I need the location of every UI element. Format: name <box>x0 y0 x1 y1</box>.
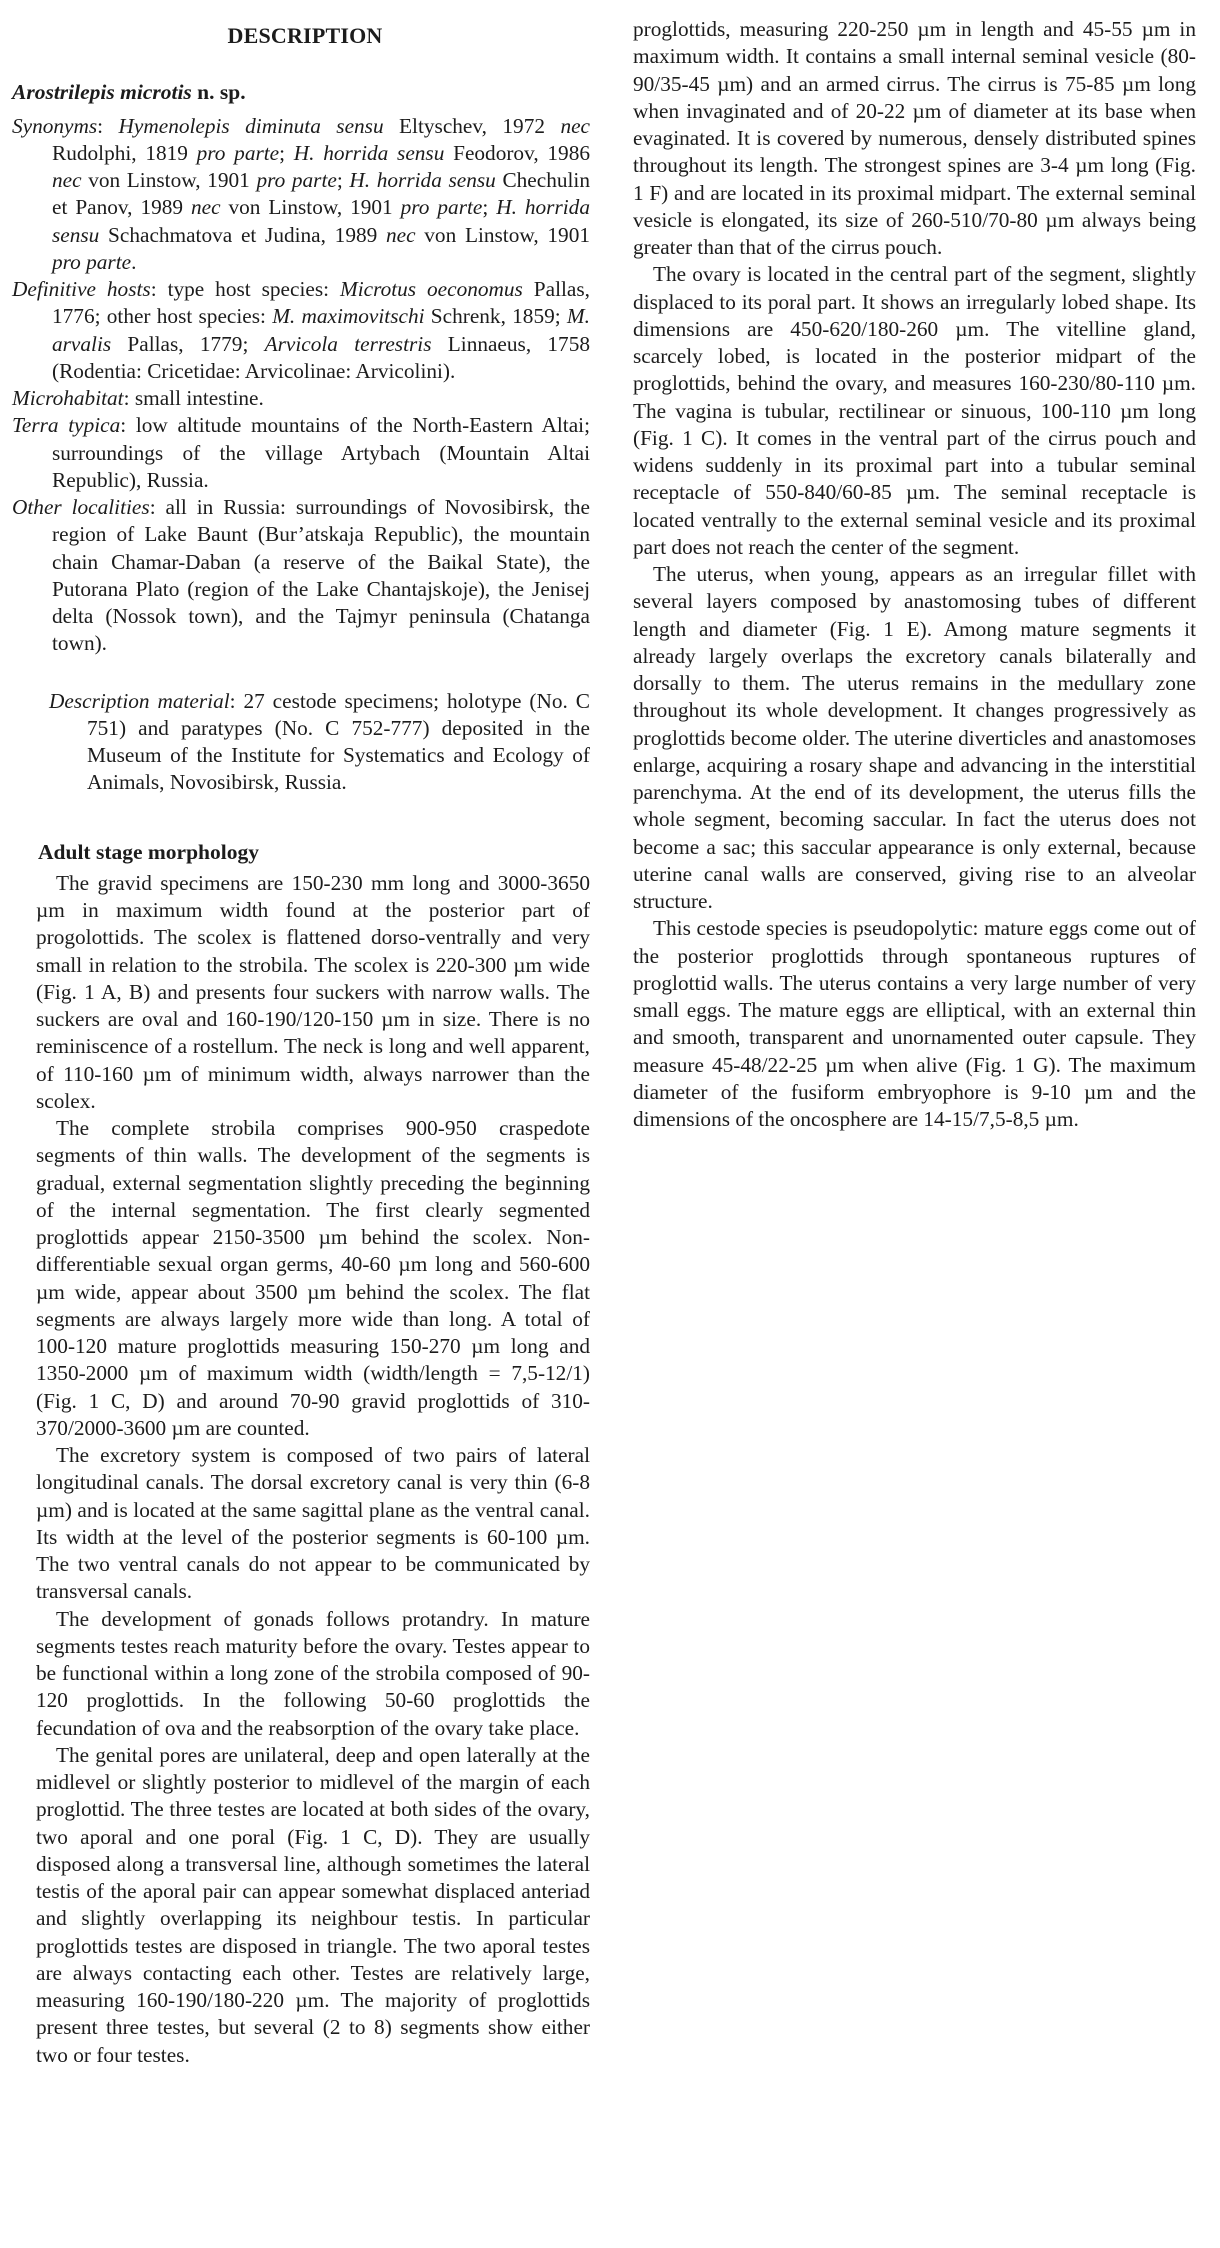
paragraph-cirrus-continuation: proglottids, measuring 220-250 µm in length and 45-55 µm in maximum width. It contains a small internal seminal vesicle (80-90/35-45 µm) and an armed cirrus. The cirrus is 75-85 µm long when invaginated and of 20-22 µm of diameter at its base when evaginated. It is covered by numerous, densely distributed spines throughout its length. The strongest spines are 3-4 µm long (Fig. 1 F) and are located in its proximal midpart. The external seminal vesicle is elongated, its size of 260-510/70-80 µm always being greater than that of the cirrus pouch. <box>633 17 1196 259</box>
paragraph-general-morphology: The gravid specimens are 150-230 mm long and 3000-3650 µm in maximum width found at the posterior part of progolottids. The scolex is flattened dorso-ventrally and very small in relation to the strobila. The scolex is 220-300 µm wide (Fig. 1 A, B) and presents four suckers with narrow walls. The suckers are oval and 160-190/120-150 µm in size. There is no reminiscence of a rostellum. The neck is long and well apparent, of 110-160 µm of minimum width, always narrower than the scolex. <box>36 870 590 1113</box>
paragraph-excretory-system: The excretory system is composed of two pairs of lateral longitudinal canals. The dorsal excretory canal is very thin (6-8 µm) and is located at the same sagittal plane as the ventral canal. Its width at the level of the posterior segments is 60-100 µm. The two ventral canals do not appear to be communicated by transversal canals. <box>36 1443 590 1604</box>
morphology-left-body <box>12 870 590 2069</box>
other-localities-text: all in Russia: surroundings of Novosibirsk, the region of Lake Baunt (Bur’atskaja Republic), the mountain chain Chamar-Daban (a reserve of the Baikal State), the Putorana Plato (region of the Lake Chantajskoje), the Jenisej delta (Nossok town), and the Tajmyr peninsula (Chatanga town). <box>52 495 591 656</box>
microhabitat-entry: Microhabitat: small intestine. <box>12 386 264 410</box>
synonyms-entry: Synonyms: Hymenolepis diminuta sensu Eltyschev, 1972 nec Rudolphi, 1819 pro parte; H. horrida sensu Feodorov, 1986 nec von Linstow, 1901 pro parte; H. horrida sensu Chechulin et Panov, 1989 nec von Linstow, 1901 pro parte; H. horrida sensu Schachmatova et Judina, 1989 nec von Linstow, 1901 pro parte. <box>12 113 591 274</box>
morphology-heading: Adult stage morphology <box>38 839 259 864</box>
definitive-hosts-label: Definitive hosts <box>12 277 151 301</box>
description-material-entry: Description material: 27 cestode specimens; holotype (No. C 751) and paratypes (No. C 752-777) deposited in the Museum of the Institute for Systematics and Ecology of Animals, Novosibirsk, Russia. <box>49 688 590 795</box>
paragraph-strobila: The complete strobila comprises 900-950 craspedote segments of thin walls. The development of the segments is gradual, external segmentation slightly preceding the beginning of the internal segmentation. The first clearly segmented proglottids appear 2150-3500 µm behind the scolex. Non-differentiable sexual organ germs, 40-60 µm long and 560-600 µm wide, appear about 3500 µm behind the scolex. The flat segments are always largely more wide than long. A total of 100-120 mature proglottids measuring 150-270 µm long and 1350-2000 µm of maximum width (width/length = 7,5-12/1) (Fig. 1 C, D) and around 70-90 gravid proglottids of 310-370/2000-3600 µm are counted. <box>36 1116 590 1440</box>
other-localities-label: Other localities <box>12 495 150 519</box>
species-suffix: n. sp. <box>191 80 246 105</box>
left-column <box>12 0 590 2069</box>
synonyms-label: Synonyms <box>12 113 98 138</box>
synonyms-text: Hymenolepis diminuta sensu Eltyschev, 1972 nec Rudolphi, 1819 pro parte; H. horrida sensu Feodorov, 1986 nec von Linstow, 1901 pro parte; H. horrida sensu Chechulin et Panov, 1989 nec von Linstow, 1901 pro parte; H. horrida sensu Schachmatova et Judina, 1989 nec von Linstow, 1901 pro parte. <box>52 113 591 274</box>
paragraph-ovary-vagina: The ovary is located in the central part of the segment, slightly displaced to its poral part. It shows an irregularly lobed shape. Its dimensions are 450-620/180-260 µm. The vitelline gland, scarcely lobed, is located in the posterior midpart of the proglottids, behind the ovary, and measures 160-230/80-110 µm. The vagina is tubular, rectilinear or sinuous, 100-110 µm long (Fig. 1 C). It comes in the ventral part of the cirrus pouch and widens suddenly in its proximal part into a tubular seminal receptacle of 550-840/60-85 µm. The seminal receptacle is located ventrally to the external seminal vesicle and its proximal part does not reach the center of the segment. <box>633 262 1196 559</box>
microhabitat-label: Microhabitat <box>12 386 124 410</box>
species-name: Arostrilepis microtis <box>12 80 192 105</box>
terra-typica-entry: Terra typica: low altitude mountains of the North-Eastern Altai; surroundings of the village Artybach (Mountain Altai Republic), Russia. <box>12 413 591 492</box>
paragraph-genital-pores-testes: The genital pores are unilateral, deep and open laterally at the midlevel or slightly posterior to midlevel of the margin of each proglottid. The three testes are located at both sides of the ovary, two aporal and one poral (Fig. 1 C, D). They are usually disposed along a transversal line, although sometimes the lateral testis of the aporal pair can appear somewhat displaced anteriad and slightly overlapping its neighbour testis. In particular proglottids testes are disposed in triangle. The two aporal testes are always contacting each other. Testes are relatively large, measuring 160-190/180-220 µm. The majority of proglottids present three testes, but several (2 to 8) segments show either two or four testes. <box>36 1742 590 2067</box>
definitive-hosts-entry: Definitive hosts: type host species: Microtus oeconomus Pallas, 1776; other host species: M. maximovitschi Schrenk, 1859; M. arvalis Pallas, 1779; Arvicola terrestris Linnaeus, 1758 (Rodentia: Cricetidae: Arvicolinae: Arvicolini). <box>12 277 590 383</box>
right-column <box>633 16 1196 1133</box>
paragraph-gonads: The development of gonads follows protandry. In mature segments testes reach maturity before the ovary. Testes appear to be functional within a long zone of the strobila composed of 90-120 proglottids. In the following 50-60 proglottids the fecundation of ova and the reabsorption of the ovary take place. <box>36 1606 590 1740</box>
species-title <box>12 79 590 106</box>
terra-typica-text: low altitude mountains of the North-Eastern Altai; surroundings of the village Artybach (Mountain Altai Republic), Russia. <box>52 413 591 492</box>
description-material-text: 27 cestode specimens; holotype (No. C 751) and paratypes (No. C 752-777) deposited in the Museum of the Institute for Systematics and Ecology of Animals, Novosibirsk, Russia. <box>87 688 590 795</box>
other-localities-entry: Other localities: all in Russia: surroundings of Novosibirsk, the region of Lake Baunt (Bur’atskaja Republic), the mountain chain Chamar-Daban (a reserve of the Baikal State), the Putorana Plato (region of the Lake Chantajskoje), the Jenisej delta (Nossok town), and the Tajmyr peninsula (Chatanga town). <box>12 495 591 656</box>
paragraph-eggs: This cestode species is pseudopolytic: mature eggs come out of the posterior proglottids through spontaneous ruptures of proglottid walls. The uterus contains a very large number of very small eggs. The mature eggs are elliptical, with an external thin and smooth, transparent and unornamented outer capsule. They measure 45-48/22-25 µm when alive (Fig. 1 G). The maximum diameter of the fusiform embryophore is 9-10 µm and the dimensions of the oncosphere are 14-15/7,5-8,5 µm. <box>633 916 1196 1131</box>
section-title: DESCRIPTION <box>227 23 383 48</box>
microhabitat-text: small intestine. <box>134 386 264 410</box>
definitive-hosts-text: type host species: Microtus oeconomus Pallas, 1776; other host species: M. maximovitschi Schrenk, 1859; M. arvalis Pallas, 1779; Arvicola terrestris Linnaeus, 1758 (Rodentia: Cricetidae: Arvicolinae: Arvicolini). <box>52 277 590 383</box>
terra-typica-label: Terra typica <box>12 413 121 438</box>
description-material-label: Description material <box>49 688 230 713</box>
paragraph-uterus: The uterus, when young, appears as an irregular fillet with several layers composed by anastomosing tubes of different length and diameter (Fig. 1 E). Among mature segments it already largely overlaps the excretory canals bilaterally and dorsally to them. The uterus remains in the medullary zone throughout its whole development. It changes progressively as proglottids become older. The uterine diverticles and anastomoses enlarge, acquiring a rosary shape and advancing in the interstitial parenchyma. At the end of its development, the uterus fills the whole segment, becoming saccular. In fact the uterus does not become a sac; this saccular appearance is only external, because uterine canal walls are conserved, giving rise to an alveolar structure. <box>633 562 1196 913</box>
